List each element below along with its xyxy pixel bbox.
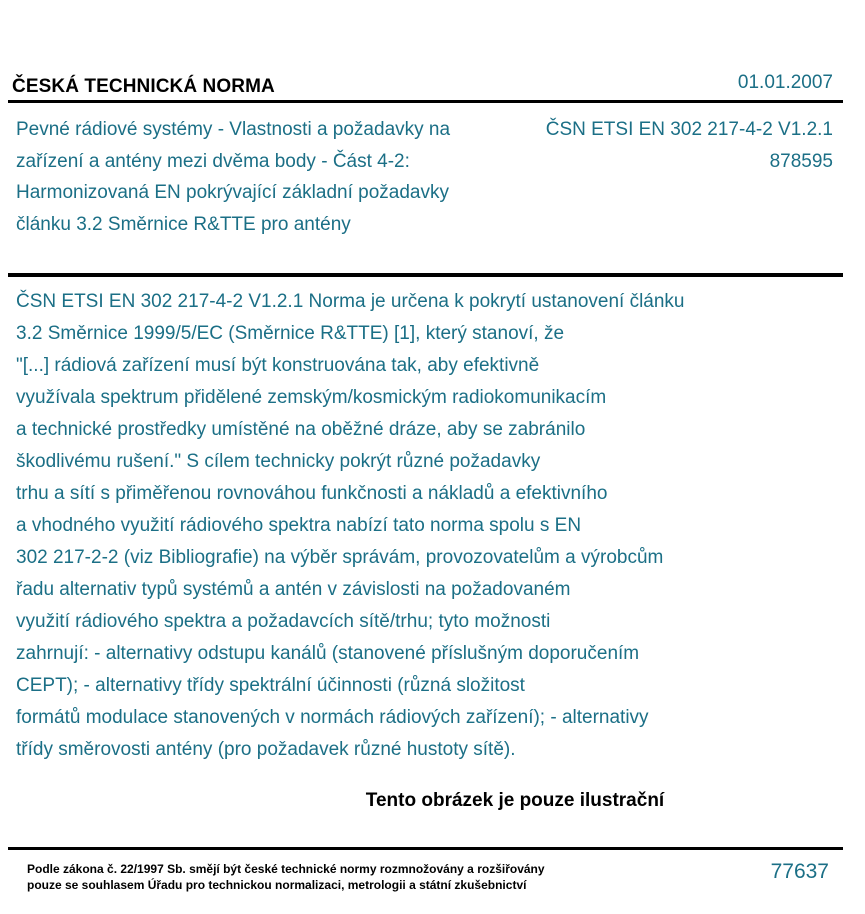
standard-title-line: Pevné rádiové systémy - Vlastnosti a požadavky na <box>16 119 451 140</box>
standard-title-line: Harmonizovaná EN pokrývající základní požadavky <box>16 182 449 203</box>
abstract-line: ČSN ETSI EN 302 217-4-2 V1.2.1 Norma je určena k pokrytí ustanovení článku <box>16 291 685 312</box>
abstract-line: využití rádiového spektra a požadavcích sítě/trhu; tyto možnosti <box>16 611 551 632</box>
abstract-line: řadu alternativ typů systémů a antén v závislosti na požadovaném <box>16 579 571 600</box>
footer-divider <box>8 847 843 850</box>
abstract-line: zahrnují: - alternativy odstupu kanálů (stanovené příslušným doporučením <box>16 643 640 664</box>
legal-notice-line: Podle zákona č. 22/1997 Sb. smějí být české technické normy rozmnožovány a rozšiřovány <box>27 862 545 876</box>
abstract-line: třídy směrovosti antény (pro požadavek různé hustoty sítě). <box>16 739 516 760</box>
illustration-disclaimer: Tento obrázek je pouze ilustrační <box>365 790 665 811</box>
legal-notice-line: pouze se souhlasem Úřadu pro technickou normalizaci, metrologii a státní zkušebnictví <box>27 878 527 892</box>
abstract-line: využívala spektrum přidělené zemským/kosmickým radiokomunikacím <box>16 387 607 408</box>
abstract-text <box>16 286 685 766</box>
issue-date: 01.01.2007 <box>737 72 833 93</box>
abstract-line: a technické prostředky umístěné na oběžné dráze, aby se zabránilo <box>16 419 586 440</box>
abstract-line: trhu a sítí s přiměřenou rovnováhou funkčnosti a nákladů a efektivního <box>16 483 608 504</box>
standard-code: ČSN ETSI EN 302 217-4-2 V1.2.1 <box>545 119 833 140</box>
section-divider <box>8 273 843 277</box>
header-divider <box>8 100 843 103</box>
legal-notice <box>27 861 545 893</box>
abstract-line: formátů modulace stanovených v normách rádiových zařízení); - alternativy <box>16 707 649 728</box>
standard-title-line: zařízení a antény mezi dvěma body - Část 4-2: <box>16 150 410 172</box>
catalog-number: 878595 <box>769 150 833 172</box>
footer-number: 77637 <box>770 860 829 883</box>
standard-title-line: článku 3.2 Směrnice R&TTE pro antény <box>16 213 351 235</box>
standard-title <box>16 114 506 240</box>
abstract-line: 3.2 Směrnice 1999/5/EC (Směrnice R&TTE) [1], který stanoví, že <box>16 323 565 344</box>
abstract-line: "[...] rádiová zařízení musí být konstruována tak, aby efektivně <box>16 355 540 376</box>
document-header-title: ČESKÁ TECHNICKÁ NORMA <box>12 76 275 97</box>
abstract-line: CEPT); - alternativy třídy spektrální účinnosti (různá složitost <box>16 675 525 696</box>
abstract-line: škodlivému rušení." S cílem technicky pokrýt různé požadavky <box>16 451 541 472</box>
abstract-line: 302 217-2-2 (viz Bibliografie) na výběr správám, provozovatelům a výrobcům <box>16 547 664 568</box>
abstract-line: a vhodného využití rádiového spektra nabízí tato norma spolu s EN <box>16 515 582 536</box>
